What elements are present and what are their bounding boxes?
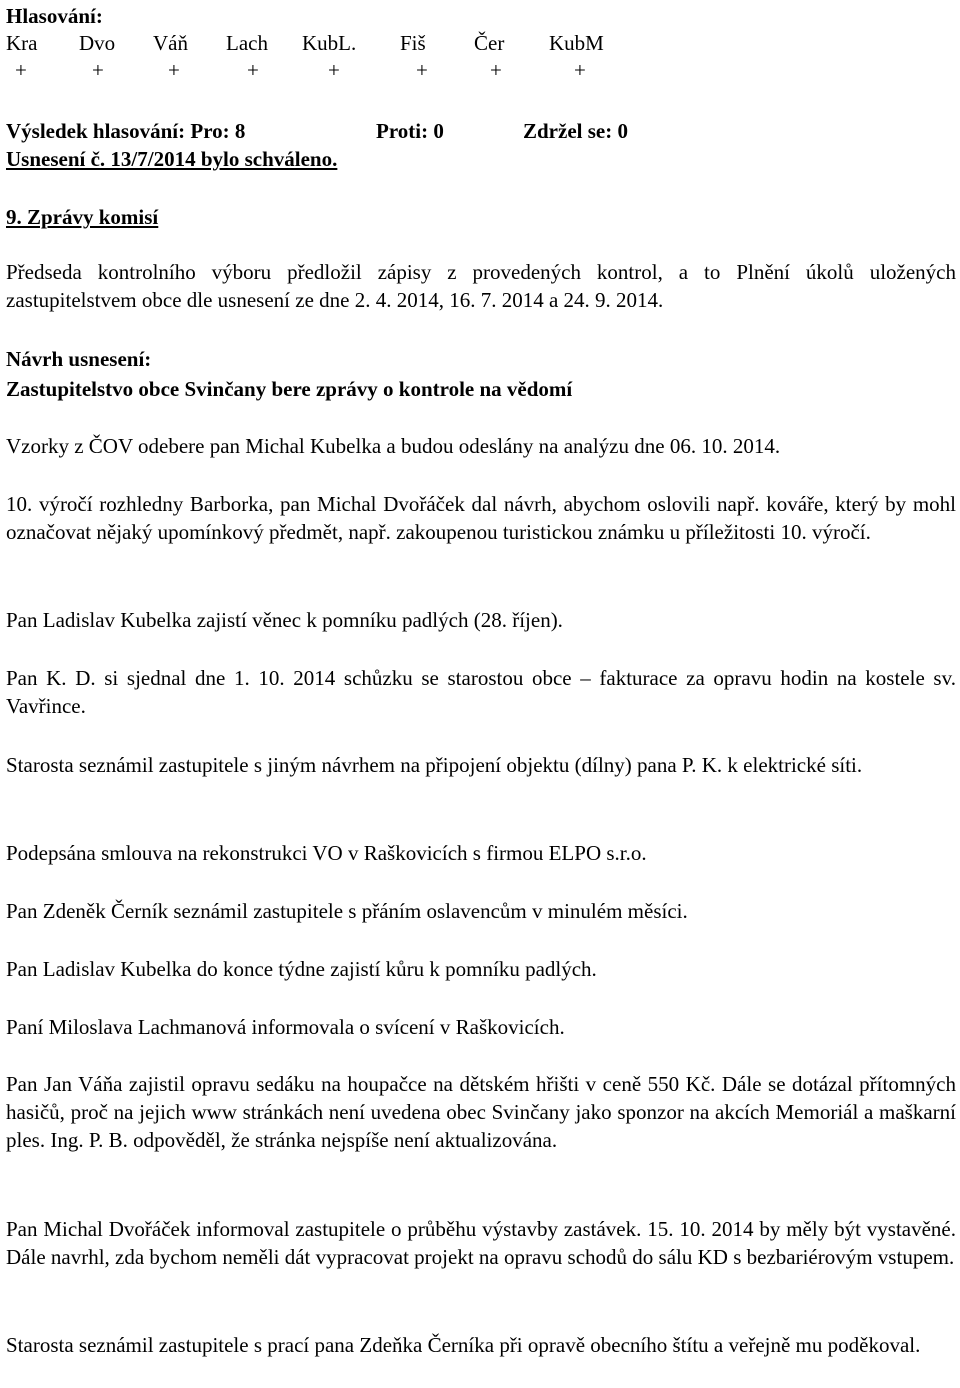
result-pro: Pro: 8 xyxy=(190,119,246,143)
result-zdrzel: Zdržel se: 0 xyxy=(523,119,628,143)
paragraph: Starosta seznámil zastupitele s prací pana Zdeňka Černíka při opravě obecního štítu a veřejně mu poděkoval. xyxy=(6,1333,921,1357)
paragraph: Pan Jan Váňa zajistil opravu sedáku na houpačce na dětském hřišti v ceně 550 Kč. Dále se dotázal přítomných hasičů, proč na jejich www stránkách není uvedena obec Svinčany jako sponzor na akcích Memoriál a maškarní ples. Ing. P. B. odpověděl, že stránka nejspíše není aktualizována. xyxy=(6,1072,956,1152)
section-title: 9. Zprávy komisí xyxy=(6,205,159,229)
vote-mark: + xyxy=(15,58,27,82)
vote-mark: + xyxy=(168,58,180,82)
vote-mark: + xyxy=(574,58,586,82)
paragraph: Podepsána smlouva na rekonstrukci VO v Raškovicích s firmou ELPO s.r.o. xyxy=(6,841,647,865)
voting-result xyxy=(6,117,628,145)
proposal-label: Návrh usnesení: xyxy=(6,347,152,371)
member-name: KubL. xyxy=(302,31,357,55)
member-name: Váň xyxy=(153,31,188,55)
member-name: Fiš xyxy=(400,31,426,55)
resolution-approved: Usnesení č. 13/7/2014 bylo schváleno. xyxy=(6,147,338,171)
member-name: Čer xyxy=(474,31,505,55)
member-name: Kra xyxy=(6,31,38,55)
vote-mark: + xyxy=(92,58,104,82)
member-name: Dvo xyxy=(79,31,116,55)
paragraph: Pan Zdeněk Černík seznámil zastupitele s přáním oslavencům v minulém měsíci. xyxy=(6,899,688,923)
paragraph: Starosta seznámil zastupitele s jiným návrhem na připojení objektu (dílny) pana P. K. k elektrické síti. xyxy=(6,753,863,777)
paragraph: Pan Ladislav Kubelka zajistí věnec k pomníku padlých (28. říjen). xyxy=(6,608,563,632)
voting-heading: Hlasování: xyxy=(6,4,103,28)
vote-mark: + xyxy=(416,58,428,82)
vote-mark: + xyxy=(247,58,259,82)
paragraph: Pan K. D. si sjednal dne 1. 10. 2014 schůzku se starostou obce – fakturace za opravu hodin na kostele sv. Vavřince. xyxy=(6,666,956,718)
result-label: Výsledek hlasování: xyxy=(6,119,186,143)
paragraph: Paní Miloslava Lachmanová informovala o svícení v Raškovicích. xyxy=(6,1015,565,1039)
section-intro: Předseda kontrolního výboru předložil zápisy z provedených kontrol, a to Plnění úkolů uložených zastupitelstvem obce dle usnesení ze dne 2. 4. 2014, 16. 7. 2014 a 24. 9. 2014. xyxy=(6,260,956,312)
member-name: Lach xyxy=(226,31,268,55)
paragraph: 10. výročí rozhledny Barborka, pan Michal Dvořáček dal návrh, abychom oslovili např. kováře, který by mohl označovat nějaký upomínkový předmět, např. zakoupenou turistickou známku u příležitosti 10. výročí. xyxy=(6,492,956,544)
paragraph: Pan Michal Dvořáček informoval zastupitele o průběhu výstavby zastávek. 15. 10. 2014 by měly být vystavěné. Dále navrhl, zda bychom neměli dát vypracovat projekt na opravu schodů do sálu KD s bezbariérovým vstupem. xyxy=(6,1217,956,1269)
paragraph: Vzorky z ČOV odebere pan Michal Kubelka a budou odeslány na analýzu dne 06. 10. 2014. xyxy=(6,434,781,458)
proposal-text: Zastupitelstvo obce Svinčany bere zprávy o kontrole na vědomí xyxy=(6,377,573,401)
member-name: KubM xyxy=(549,31,604,55)
result-proti: Proti: 0 xyxy=(376,119,444,143)
vote-mark: + xyxy=(490,58,502,82)
vote-mark: + xyxy=(328,58,340,82)
paragraph: Pan Ladislav Kubelka do konce týdne zajistí kůru k pomníku padlých. xyxy=(6,957,597,981)
